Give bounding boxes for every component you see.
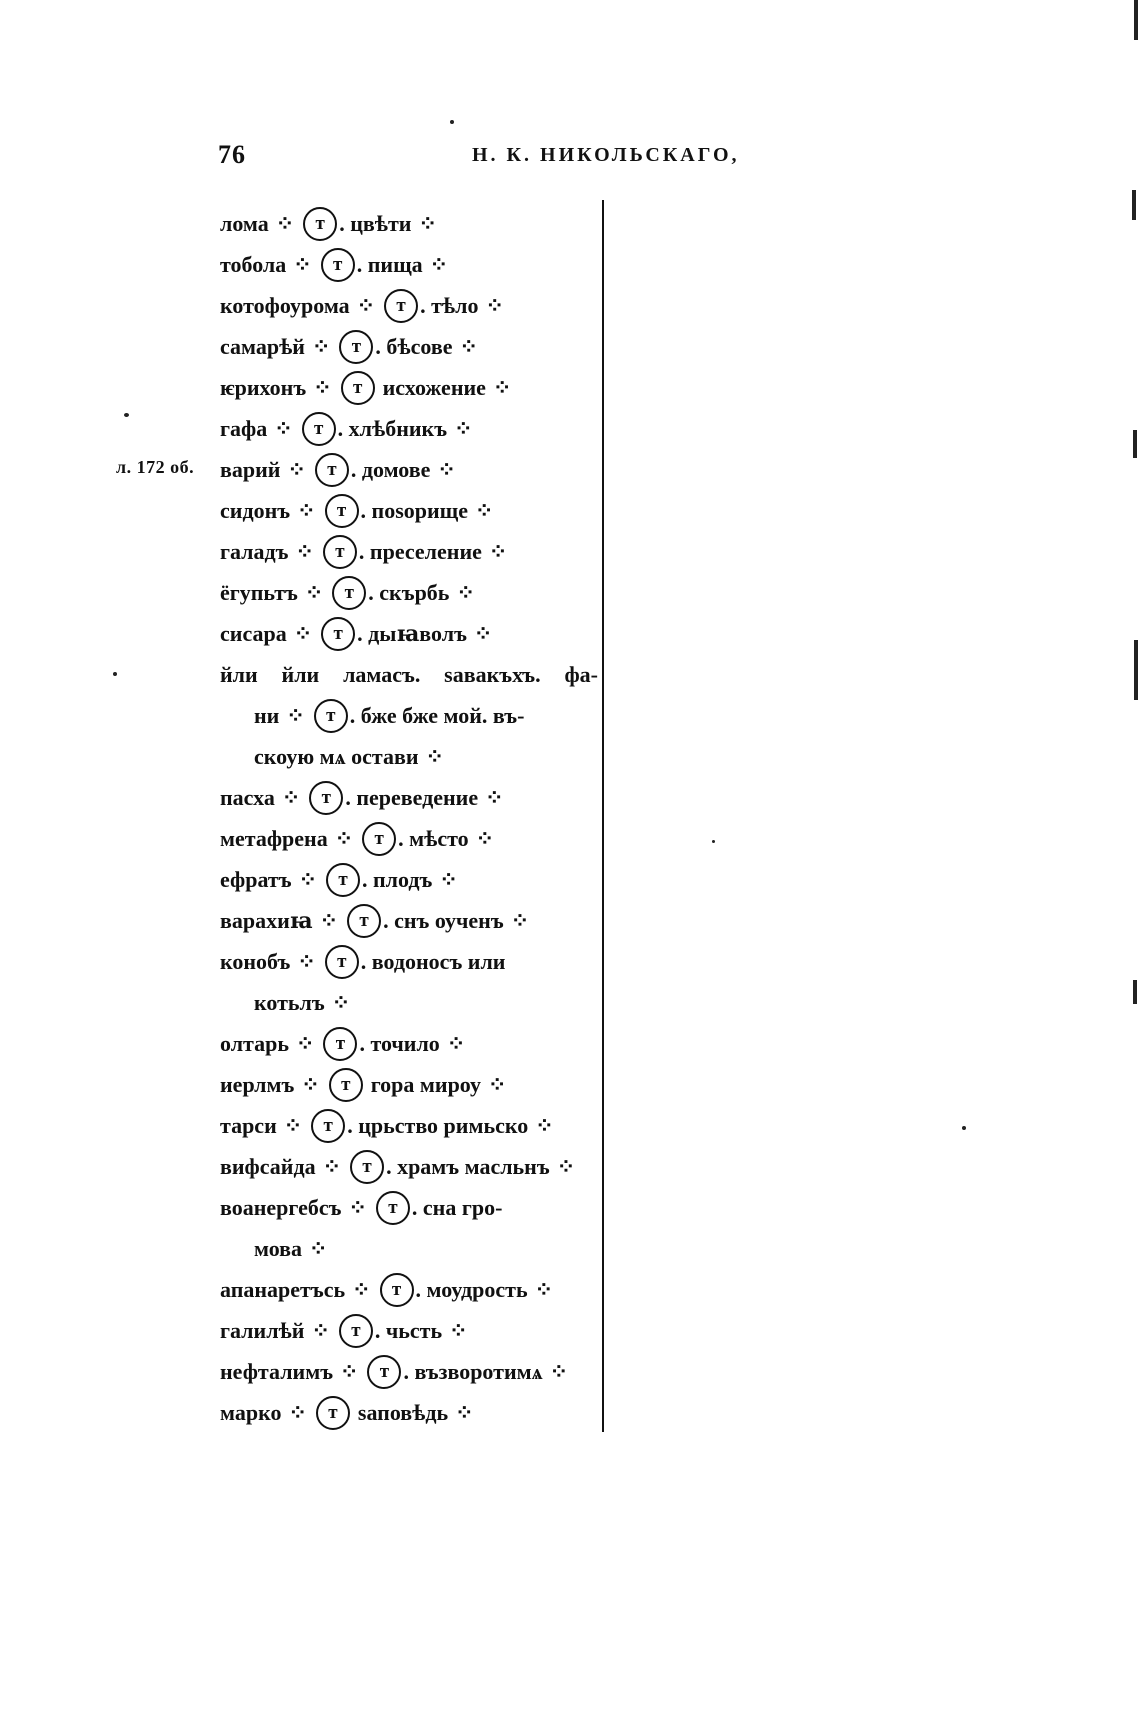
gloss: . тѣло <box>420 293 479 318</box>
headword: ѥрихонъ <box>220 375 307 400</box>
circled-t-mark: т <box>303 207 337 241</box>
page-number: 76 <box>218 140 246 169</box>
circled-t-mark: т <box>302 412 336 446</box>
gloss: . мѣсто <box>398 826 469 851</box>
glossary-line <box>220 244 600 285</box>
separator-mark: ⁘ <box>286 703 304 728</box>
separator-mark: ⁘ <box>549 1359 568 1384</box>
separator-mark: ⁘ <box>454 416 472 441</box>
separator-mark: ⁘ <box>446 1031 465 1056</box>
circled-t-mark: т <box>326 863 360 897</box>
gloss: . снъ оученъ <box>383 908 504 933</box>
glossary-line <box>220 449 600 490</box>
separator-mark: ⁘ <box>352 1277 370 1302</box>
separator-mark: ⁘ <box>311 1318 329 1343</box>
separator-mark: ⁘ <box>475 826 494 851</box>
separator-mark: ⁘ <box>348 1195 366 1220</box>
separator-mark: ⁘ <box>288 1400 306 1425</box>
scan-edge-mark <box>1133 980 1137 1004</box>
circled-t-mark: т <box>323 535 357 569</box>
separator-mark: ⁘ <box>295 539 313 564</box>
separator-mark: ⁘ <box>274 416 292 441</box>
glossary-entries <box>220 203 600 1433</box>
headword: котофоурома <box>220 293 350 318</box>
glossary-line <box>220 695 600 736</box>
gloss: ѕаповѣдь <box>357 1400 449 1425</box>
glossary-line <box>220 1146 600 1187</box>
headword: йли <box>220 662 258 687</box>
running-head: Н. К. НИКОЛЬСКАГО, <box>472 144 740 166</box>
scan-edge-mark <box>1133 430 1137 458</box>
glossary-line <box>220 367 600 408</box>
glossary-line <box>220 326 600 367</box>
headword: самарѣй <box>220 334 305 359</box>
separator-mark: ⁘ <box>309 1236 327 1261</box>
circled-t-mark: т <box>362 822 396 856</box>
scan-speck <box>124 413 129 417</box>
separator-mark: ⁘ <box>437 457 455 482</box>
glossary-line <box>220 1310 600 1351</box>
gloss: . поѕорище <box>360 498 469 523</box>
glossary-line <box>220 818 600 859</box>
circled-t-mark: т <box>316 1396 350 1430</box>
glossary-line <box>220 982 600 1023</box>
separator-mark: ⁘ <box>487 1072 506 1097</box>
separator-mark: ⁘ <box>298 867 316 892</box>
separator-mark: ⁘ <box>313 375 331 400</box>
headword: ламасъ. <box>343 662 421 687</box>
headword: ефратъ <box>220 867 292 892</box>
separator-mark: ⁘ <box>459 334 477 359</box>
separator-mark: ⁘ <box>535 1113 553 1138</box>
headword: сисара <box>220 621 287 646</box>
separator-mark: ⁘ <box>534 1277 553 1302</box>
glossary-line <box>220 490 600 531</box>
gloss: . домове <box>350 457 431 482</box>
separator-mark: ⁘ <box>356 293 375 318</box>
column-rule <box>602 200 604 1432</box>
glossary-line <box>220 1105 600 1146</box>
gloss: . храмъ масльнъ <box>386 1154 550 1179</box>
circled-t-mark: т <box>323 1027 357 1061</box>
gloss: исхожение <box>382 375 486 400</box>
gloss: . цвѣти <box>339 211 412 236</box>
separator-mark: ⁘ <box>510 908 529 933</box>
gloss: . сна гро- <box>411 1195 503 1220</box>
glossary-line <box>220 1269 600 1310</box>
gloss: . црьство римьско <box>347 1113 529 1138</box>
glossary-line <box>220 1064 600 1105</box>
glossary-line <box>220 572 600 613</box>
headword: сидонъ <box>220 498 291 523</box>
circled-t-mark: т <box>367 1355 401 1389</box>
headword: метафрена <box>220 826 328 851</box>
circled-t-mark: т <box>325 945 359 979</box>
headword: мова <box>254 1236 303 1261</box>
circled-t-mark: т <box>339 1314 373 1348</box>
headword: конобъ <box>220 949 291 974</box>
separator-mark: ⁘ <box>322 1154 341 1179</box>
headword: йли <box>281 662 320 687</box>
circled-t-mark: т <box>311 1109 345 1143</box>
circled-t-mark: т <box>309 781 343 815</box>
gloss: . пища <box>356 252 423 277</box>
headword: марко <box>220 1400 282 1425</box>
gloss: . переведение <box>345 785 479 810</box>
separator-mark: ⁘ <box>281 785 300 810</box>
separator-mark: ⁘ <box>304 580 323 605</box>
headword: фа- <box>564 662 598 687</box>
separator-mark: ⁘ <box>473 621 492 646</box>
scan-speck <box>450 120 454 124</box>
separator-mark: ⁘ <box>297 498 315 523</box>
headword: ѕавакъхъ. <box>444 662 541 687</box>
glossary-line <box>220 531 600 572</box>
headword: вифсайда <box>220 1154 316 1179</box>
scan-edge-mark <box>1134 0 1138 40</box>
circled-t-mark: т <box>314 699 348 733</box>
glossary-line <box>220 1351 600 1392</box>
separator-mark: ⁘ <box>293 621 312 646</box>
circled-t-mark: т <box>321 248 355 282</box>
separator-mark: ⁘ <box>301 1072 319 1097</box>
headword: воанергебсъ <box>220 1195 342 1220</box>
headword: апанаретъсь <box>220 1277 346 1302</box>
circled-t-mark: т <box>315 453 349 487</box>
circled-t-mark: т <box>384 289 418 323</box>
separator-mark: ⁘ <box>319 908 338 933</box>
separator-mark: ⁘ <box>475 498 493 523</box>
glossary-line <box>220 941 600 982</box>
scan-edge-mark <box>1134 640 1138 700</box>
gloss: . моудрость <box>415 1277 528 1302</box>
scan-speck <box>962 1126 966 1130</box>
separator-mark: ⁘ <box>485 293 503 318</box>
glossary-line <box>220 777 600 818</box>
gloss: . преселение <box>358 539 482 564</box>
gloss: . чьсть <box>374 1318 443 1343</box>
scan-edge-mark <box>1132 190 1136 220</box>
circled-t-mark: т <box>376 1191 410 1225</box>
circled-t-mark: т <box>339 330 373 364</box>
circled-t-mark: т <box>329 1068 363 1102</box>
headword: тарси <box>220 1113 277 1138</box>
separator-mark: ⁘ <box>311 334 330 359</box>
headword: тобола <box>220 252 287 277</box>
headword: галадъ <box>220 539 289 564</box>
separator-mark: ⁘ <box>556 1154 575 1179</box>
glossary-line <box>220 654 598 695</box>
headword: котьлъ <box>254 990 325 1015</box>
headword: ёгупьтъ <box>220 580 298 605</box>
separator-mark: ⁘ <box>418 211 436 236</box>
separator-mark: ⁘ <box>340 1359 358 1384</box>
scan-speck <box>712 840 715 843</box>
circled-t-mark: т <box>332 576 366 610</box>
headword: нефталимъ <box>220 1359 334 1384</box>
glossary-line <box>220 203 600 244</box>
headword: галилѣй <box>220 1318 305 1343</box>
gloss: . бѣсове <box>375 334 453 359</box>
gloss: . хлѣбникъ <box>337 416 448 441</box>
headword: пасха <box>220 785 275 810</box>
headword: скоую мѧ остави <box>254 744 419 769</box>
circled-t-mark: т <box>347 904 381 938</box>
glossary-line <box>220 285 600 326</box>
separator-mark: ⁘ <box>449 1318 467 1343</box>
glossary-line <box>220 736 600 777</box>
circled-t-mark: т <box>380 1273 414 1307</box>
separator-mark: ⁘ <box>297 949 315 974</box>
glossary-line <box>220 1228 600 1269</box>
gloss: . точило <box>359 1031 440 1056</box>
separator-mark: ⁘ <box>492 375 511 400</box>
separator-mark: ⁘ <box>439 867 457 892</box>
separator-mark: ⁘ <box>287 457 305 482</box>
separator-mark: ⁘ <box>331 990 350 1015</box>
separator-mark: ⁘ <box>455 1400 473 1425</box>
glossary-line <box>220 408 600 449</box>
circled-t-mark: т <box>321 617 355 651</box>
glossary-line <box>220 1187 600 1228</box>
headword: иерлмъ <box>220 1072 295 1097</box>
glossary-line <box>220 900 600 941</box>
separator-mark: ⁘ <box>293 252 311 277</box>
separator-mark: ⁘ <box>283 1113 302 1138</box>
separator-mark: ⁘ <box>485 785 503 810</box>
separator-mark: ⁘ <box>425 744 443 769</box>
circled-t-mark: т <box>325 494 359 528</box>
headword: гафа <box>220 416 268 441</box>
circled-t-mark: т <box>350 1150 384 1184</box>
headword: ни <box>254 703 280 728</box>
separator-mark: ⁘ <box>275 211 294 236</box>
separator-mark: ⁘ <box>429 252 448 277</box>
separator-mark: ⁘ <box>334 826 353 851</box>
headword: лома <box>220 211 269 236</box>
separator-mark: ⁘ <box>488 539 507 564</box>
gloss: . плодъ <box>362 867 433 892</box>
headword: олтарь <box>220 1031 289 1056</box>
headword: варахиꙗ <box>220 908 313 933</box>
scan-speck <box>113 672 117 676</box>
margin-note: л. 172 об. <box>116 457 195 477</box>
glossary-line <box>220 1392 600 1433</box>
circled-t-mark: т <box>341 371 375 405</box>
gloss: . възворотимѧ <box>403 1359 543 1384</box>
gloss: . бже бже мой. въ- <box>349 703 525 728</box>
glossary-line <box>220 1023 600 1064</box>
separator-mark: ⁘ <box>456 580 474 605</box>
glossary-line <box>220 859 600 900</box>
gloss: . дыꙗволъ <box>357 621 467 646</box>
gloss: . водоносъ или <box>360 949 506 974</box>
glossary-line <box>220 613 600 654</box>
gloss: . скърбь <box>368 580 450 605</box>
headword: варий <box>220 457 281 482</box>
separator-mark: ⁘ <box>296 1031 314 1056</box>
gloss: гора мироу <box>370 1072 481 1097</box>
